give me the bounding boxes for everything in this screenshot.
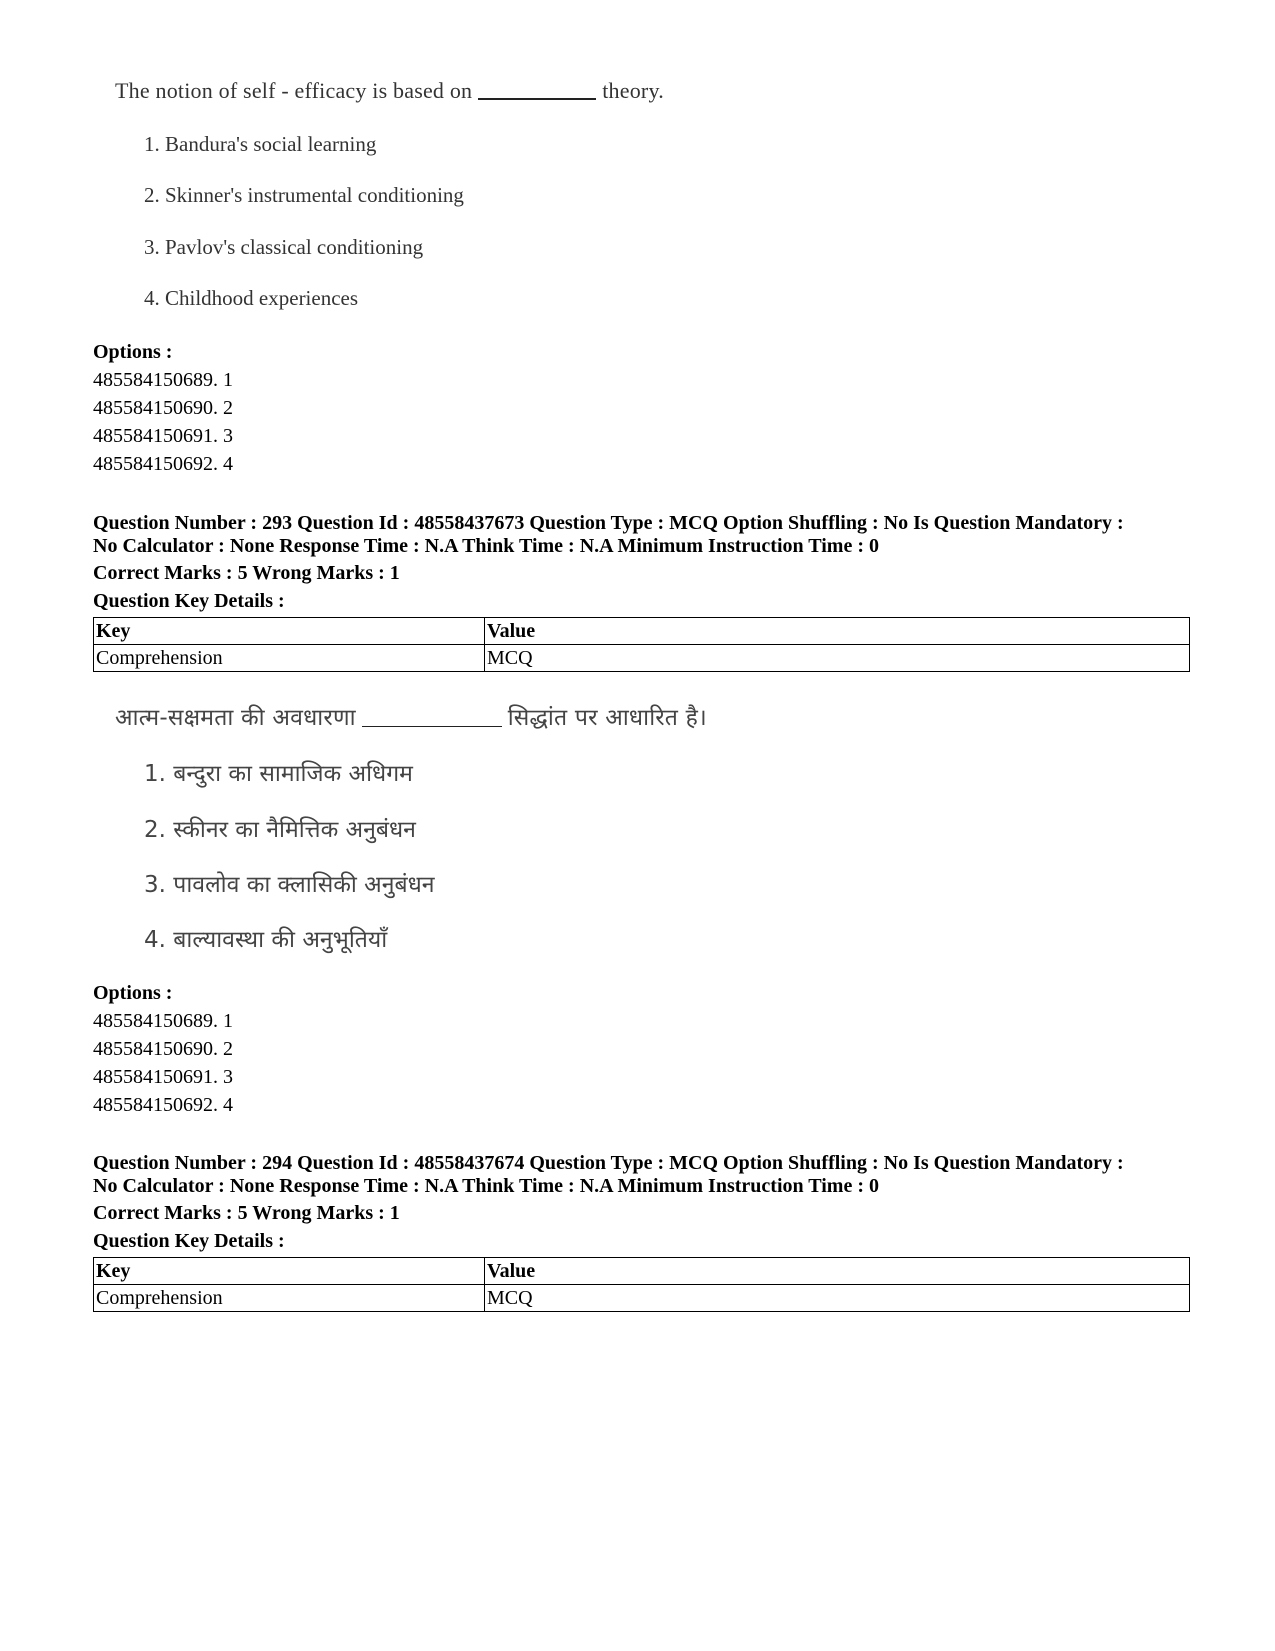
choice-2: 2. Skinner's instrumental conditioning: [144, 183, 464, 207]
meta-line-2: No Calculator : None Response Time : N.A Think Time : N.A Minimum Instruction Time : 0: [93, 535, 879, 557]
table-header-row: [94, 618, 1190, 645]
stem-text-end: सिद्धांत पर आधारित है।: [507, 705, 707, 731]
choice-1: 1. Bandura's social learning: [144, 132, 377, 156]
options-block: [93, 979, 233, 1119]
table-row: [94, 645, 1190, 672]
question-image-hindi: [115, 700, 707, 953]
cell-value: MCQ: [485, 645, 1190, 672]
option-item: 485584150689. 1: [93, 1010, 233, 1032]
cell-key: Comprehension: [94, 1285, 485, 1312]
choice-4: 4. बाल्यावस्था की अनुभूतियाँ: [144, 927, 388, 953]
option-item: 485584150690. 2: [93, 1038, 233, 1060]
blank-line: [478, 98, 596, 100]
choice-1: 1. बन्दुरा का सामाजिक अधिगम: [144, 761, 413, 787]
question-metadata: [93, 512, 1193, 672]
key-details-label: Question Key Details :: [93, 590, 285, 612]
question-stem-hindi: [115, 700, 707, 732]
cell-value: MCQ: [485, 1285, 1190, 1312]
meta-line-1: Question Number : 293 Question Id : 48558437673 Question Type : MCQ Option Shuffling : No Is Question Mandatory :: [93, 512, 1124, 534]
header-value: Value: [485, 618, 1190, 645]
stem-text: आत्म-सक्षमता की अवधारणा: [115, 705, 356, 731]
header-value: Value: [485, 1258, 1190, 1285]
header-key: Key: [94, 618, 485, 645]
choice-3: 3. पावलोव का क्लासिकी अनुबंधन: [144, 872, 435, 898]
meta-line-1: Question Number : 294 Question Id : 48558437674 Question Type : MCQ Option Shuffling : No Is Question Mandatory :: [93, 1152, 1124, 1174]
choice-3: 3. Pavlov's classical conditioning: [144, 235, 424, 259]
question-image-english: [115, 78, 664, 310]
key-details-table: [93, 617, 1190, 672]
option-item: 485584150691. 3: [93, 1066, 233, 1088]
option-item: 485584150691. 3: [93, 425, 233, 447]
question-stem: [115, 78, 664, 104]
key-details-table: [93, 1257, 1190, 1312]
choice-4: 4. Childhood experiences: [144, 286, 359, 310]
option-item: 485584150690. 2: [93, 397, 233, 419]
meta-line-2: No Calculator : None Response Time : N.A Think Time : N.A Minimum Instruction Time : 0: [93, 1175, 879, 1197]
option-item: 485584150689. 1: [93, 369, 233, 391]
marks-line: Correct Marks : 5 Wrong Marks : 1: [93, 1202, 400, 1224]
key-details-label: Question Key Details :: [93, 1230, 285, 1252]
option-item: 485584150692. 4: [93, 453, 233, 475]
table-header-row: [94, 1258, 1190, 1285]
marks-line: Correct Marks : 5 Wrong Marks : 1: [93, 562, 400, 584]
options-label: Options :: [93, 982, 173, 1004]
blank-line: [362, 726, 502, 727]
table-row: [94, 1285, 1190, 1312]
options-label: Options :: [93, 341, 173, 363]
header-key: Key: [94, 1258, 485, 1285]
option-item: 485584150692. 4: [93, 1094, 233, 1116]
cell-key: Comprehension: [94, 645, 485, 672]
stem-text-end: theory.: [602, 78, 664, 103]
question-metadata: [93, 1152, 1193, 1312]
choice-2: 2. स्कीनर का नैमित्तिक अनुबंधन: [144, 817, 416, 843]
options-block: [93, 338, 233, 478]
stem-text: The notion of self - efficacy is based on: [115, 78, 473, 103]
